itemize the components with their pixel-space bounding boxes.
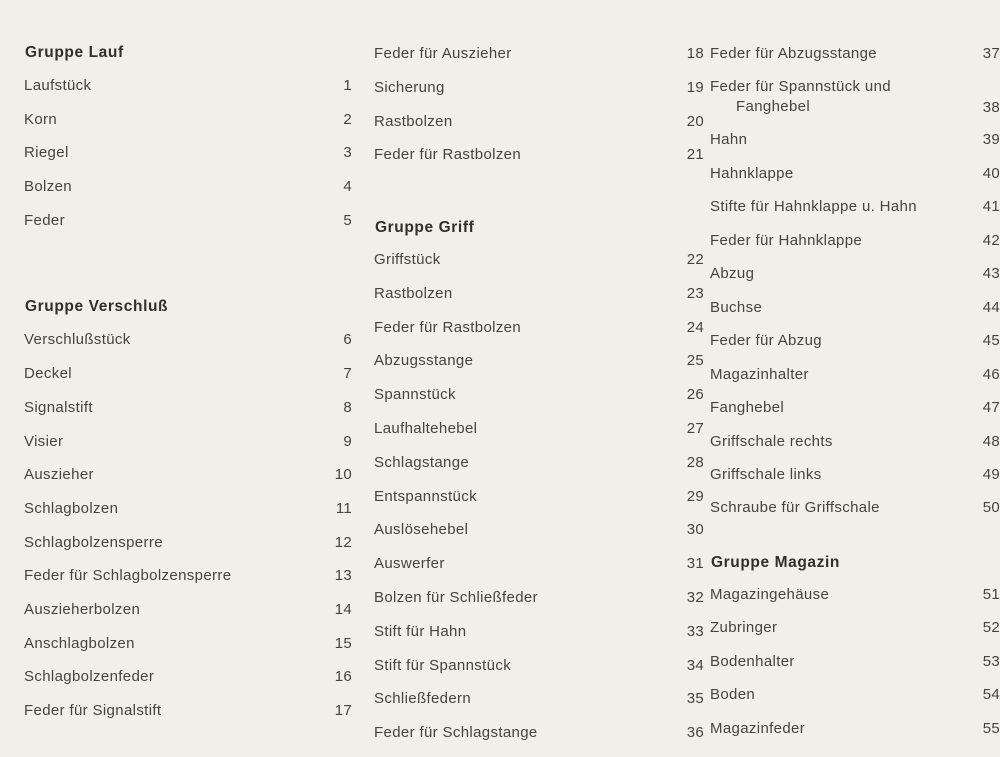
entry-label: Buchse bbox=[710, 298, 763, 316]
entry-number: 42 bbox=[982, 231, 1000, 249]
list-item bbox=[374, 520, 704, 539]
entry-label: Feder für Schlagstange bbox=[374, 724, 538, 742]
entry-label: Griffschale links bbox=[710, 466, 822, 483]
group-spacer bbox=[710, 532, 1000, 554]
entry-label: Schlagbolzen bbox=[24, 499, 119, 517]
list-item bbox=[374, 351, 704, 370]
entry-label: Auszieherbolzen bbox=[24, 600, 141, 618]
list-item bbox=[24, 211, 352, 230]
entry-number: 36 bbox=[686, 724, 704, 742]
entry-label: Feder für Schlagbolzensperre bbox=[24, 567, 232, 585]
entry-number: 33 bbox=[686, 622, 704, 640]
entry-label: Feder für Rastbolzen bbox=[374, 318, 522, 336]
entry-label: Rastbolzen bbox=[374, 112, 453, 130]
entry-label: Sicherung bbox=[374, 78, 445, 96]
list-item bbox=[24, 398, 352, 417]
entry-number: 26 bbox=[686, 386, 704, 404]
list-item bbox=[710, 365, 1000, 384]
entry-number: 2 bbox=[343, 110, 352, 128]
entry-number: 4 bbox=[343, 178, 352, 196]
entry-label: Stift für Hahn bbox=[374, 622, 467, 640]
entry-label: Magazinfeder bbox=[710, 719, 806, 737]
entry-number: 45 bbox=[982, 332, 1000, 350]
list-item bbox=[24, 701, 352, 720]
list-item bbox=[374, 487, 704, 506]
list-item bbox=[374, 453, 704, 472]
entry-label: Abzugsstange bbox=[374, 352, 474, 370]
list-item bbox=[24, 364, 352, 383]
entry-number: 39 bbox=[982, 131, 1000, 149]
entry-label: Auswerfer bbox=[374, 555, 445, 573]
list-item bbox=[24, 499, 352, 518]
list-item bbox=[24, 177, 352, 196]
entry-list bbox=[24, 330, 352, 720]
entry-label bbox=[710, 77, 974, 115]
entry-number: 52 bbox=[982, 619, 1000, 637]
list-item bbox=[374, 318, 704, 337]
entry-number: 13 bbox=[334, 567, 352, 585]
list-item bbox=[24, 634, 352, 653]
entry-label: Bodenhalter bbox=[710, 652, 795, 670]
list-item bbox=[24, 533, 352, 552]
list-item bbox=[710, 298, 1000, 317]
entry-number: 6 bbox=[343, 331, 352, 349]
list-item bbox=[710, 264, 1000, 283]
list-item bbox=[374, 723, 704, 742]
entry-number: 48 bbox=[982, 432, 1000, 450]
entry-label: Schließfedern bbox=[374, 690, 472, 708]
entry-number: 3 bbox=[343, 144, 352, 162]
entry-number: 46 bbox=[982, 365, 1000, 383]
entry-number: 29 bbox=[686, 487, 704, 505]
column-1 bbox=[0, 44, 352, 735]
entry-number: 55 bbox=[982, 719, 1000, 737]
entry-number: 20 bbox=[686, 112, 704, 130]
entry-list bbox=[710, 585, 1000, 738]
entry-number: 8 bbox=[343, 398, 352, 416]
entry-label: Schlagbolzenfeder bbox=[24, 668, 155, 686]
list-item bbox=[24, 465, 352, 484]
list-item bbox=[710, 164, 1000, 183]
entry-number: 32 bbox=[686, 588, 704, 606]
entry-label: Feder für Hahnklappe bbox=[710, 231, 863, 249]
list-item bbox=[374, 145, 704, 164]
list-item bbox=[24, 76, 352, 95]
entry-label: Auslösehebel bbox=[374, 521, 469, 539]
entry-label: Feder für Rastbolzen bbox=[374, 146, 522, 164]
list-item bbox=[710, 231, 1000, 250]
entry-label: Schlagbolzensperre bbox=[24, 533, 163, 551]
entry-label: Stifte für Hahnklappe u. Hahn bbox=[710, 198, 917, 216]
list-item bbox=[24, 110, 352, 129]
entry-number: 16 bbox=[334, 668, 352, 686]
entry-number: 30 bbox=[686, 521, 704, 539]
entry-number: 15 bbox=[334, 634, 352, 652]
entry-number: 9 bbox=[343, 432, 352, 450]
entry-number: 14 bbox=[334, 600, 352, 618]
entry-list bbox=[24, 76, 352, 230]
list-item bbox=[374, 385, 704, 404]
entry-label-line2: Fanghebel bbox=[736, 97, 811, 115]
entry-label: Bolzen bbox=[24, 178, 72, 196]
entry-label: Laufstück bbox=[24, 77, 92, 94]
entry-label: Auszieher bbox=[24, 466, 94, 484]
list-item bbox=[374, 284, 704, 303]
group-magazin bbox=[710, 554, 1000, 738]
group-griff bbox=[374, 219, 704, 742]
entry-label: Bolzen für Schließfeder bbox=[374, 588, 538, 606]
group-griff-continued bbox=[710, 44, 1000, 518]
entry-label: Laufhaltehebel bbox=[374, 420, 478, 438]
entry-number: 31 bbox=[686, 555, 704, 573]
entry-number: 10 bbox=[334, 466, 352, 484]
list-item bbox=[710, 398, 1000, 417]
list-item bbox=[710, 652, 1000, 671]
list-item bbox=[24, 330, 352, 349]
entry-label: Feder für Auszieher bbox=[374, 45, 512, 62]
entry-number: 1 bbox=[343, 77, 352, 94]
list-item bbox=[374, 419, 704, 438]
entry-label: Griffstück bbox=[374, 251, 441, 269]
entry-label: Griffschale rechts bbox=[710, 432, 833, 450]
group-spacer bbox=[24, 244, 352, 298]
list-item bbox=[374, 250, 704, 269]
list-item bbox=[710, 585, 1000, 604]
entry-number: 40 bbox=[982, 164, 1000, 182]
entry-label: Stift für Spannstück bbox=[374, 656, 512, 674]
entry-number: 19 bbox=[686, 78, 704, 96]
entry-number: 37 bbox=[982, 45, 1000, 62]
group-verschluss bbox=[24, 298, 352, 720]
entry-number: 27 bbox=[686, 420, 704, 438]
list-item bbox=[24, 432, 352, 451]
columns-container bbox=[0, 44, 1000, 757]
entry-number: 47 bbox=[982, 399, 1000, 417]
entry-label-line1: Feder für Spannstück und bbox=[710, 78, 892, 96]
entry-label: Verschlußstück bbox=[24, 331, 131, 349]
entry-number: 11 bbox=[335, 499, 352, 517]
list-item bbox=[710, 432, 1000, 451]
list-item bbox=[710, 498, 1000, 517]
entry-label: Hahn bbox=[710, 131, 748, 149]
entry-label: Feder bbox=[24, 211, 65, 229]
list-item bbox=[24, 566, 352, 585]
entry-number: 23 bbox=[686, 284, 704, 302]
entry-label: Entspannstück bbox=[374, 487, 477, 505]
list-item bbox=[374, 656, 704, 675]
entry-label: Korn bbox=[24, 110, 58, 128]
group-title: Gruppe Lauf bbox=[25, 44, 124, 61]
entry-list bbox=[710, 44, 1000, 518]
list-item bbox=[710, 130, 1000, 149]
entry-number: 12 bbox=[334, 533, 352, 551]
entry-number: 50 bbox=[982, 499, 1000, 517]
entry-number: 34 bbox=[686, 656, 704, 674]
entry-label: Magazingehäuse bbox=[710, 585, 830, 603]
entry-label: Anschlagbolzen bbox=[24, 634, 135, 652]
group-title: Gruppe Verschluß bbox=[25, 298, 169, 316]
entry-label: Feder für Abzug bbox=[710, 332, 822, 350]
entry-label: Feder für Signalstift bbox=[24, 702, 162, 719]
entry-number: 41 bbox=[982, 198, 1000, 216]
list-item bbox=[710, 44, 1000, 63]
list-item bbox=[710, 465, 1000, 484]
list-item bbox=[710, 331, 1000, 350]
entry-list bbox=[374, 250, 704, 742]
list-item bbox=[374, 622, 704, 641]
entry-label: Schlagstange bbox=[374, 453, 470, 471]
entry-number: 18 bbox=[686, 45, 704, 62]
entry-number: 43 bbox=[982, 265, 1000, 283]
column-3 bbox=[704, 44, 1000, 752]
list-item bbox=[374, 588, 704, 607]
entry-number: 35 bbox=[686, 690, 704, 708]
entry-label: Signalstift bbox=[24, 398, 93, 416]
entry-number: 22 bbox=[686, 251, 704, 269]
entry-number: 44 bbox=[982, 298, 1000, 316]
entry-number: 17 bbox=[334, 702, 352, 719]
list-item bbox=[374, 554, 704, 573]
entry-label: Feder für Abzugsstange bbox=[710, 45, 877, 62]
list-item bbox=[24, 667, 352, 686]
list-item bbox=[710, 685, 1000, 704]
entry-label: Fanghebel bbox=[710, 399, 785, 417]
list-item bbox=[24, 600, 352, 619]
entry-number: 51 bbox=[982, 585, 1000, 603]
entry-label: Abzug bbox=[710, 265, 755, 283]
entry-number: 28 bbox=[686, 453, 704, 471]
group-title: Gruppe Magazin bbox=[711, 553, 840, 571]
entry-label: Schraube für Griffschale bbox=[710, 499, 880, 517]
entry-list bbox=[374, 44, 704, 165]
entry-number: 53 bbox=[982, 652, 1000, 670]
entry-number: 54 bbox=[982, 686, 1000, 704]
list-item bbox=[710, 719, 1000, 738]
entry-number: 38 bbox=[982, 98, 1000, 116]
list-item bbox=[374, 44, 704, 63]
list-item bbox=[710, 77, 1000, 115]
list-item bbox=[374, 689, 704, 708]
entry-label: Deckel bbox=[24, 365, 72, 383]
list-item bbox=[374, 78, 704, 97]
list-item bbox=[710, 197, 1000, 216]
entry-label: Rastbolzen bbox=[374, 284, 453, 302]
entry-number: 5 bbox=[343, 211, 352, 229]
entry-label: Spannstück bbox=[374, 386, 456, 404]
group-lauf bbox=[24, 44, 352, 230]
list-item bbox=[24, 143, 352, 162]
group-title: Gruppe Griff bbox=[375, 219, 475, 237]
entry-number: 49 bbox=[982, 466, 1000, 483]
entry-label: Visier bbox=[24, 432, 64, 450]
group-verschluss-continued bbox=[374, 44, 704, 165]
list-item bbox=[710, 618, 1000, 637]
entry-number: 21 bbox=[686, 146, 704, 164]
entry-number: 7 bbox=[343, 365, 352, 383]
entry-label: Riegel bbox=[24, 144, 69, 162]
entry-number: 25 bbox=[686, 352, 704, 370]
list-item bbox=[374, 112, 704, 131]
column-2 bbox=[352, 44, 704, 757]
entry-label: Hahnklappe bbox=[710, 164, 794, 182]
entry-label: Zubringer bbox=[710, 619, 778, 637]
group-spacer bbox=[374, 179, 704, 219]
entry-number: 24 bbox=[686, 318, 704, 336]
entry-label: Boden bbox=[710, 686, 756, 704]
entry-label: Magazinhalter bbox=[710, 365, 809, 383]
